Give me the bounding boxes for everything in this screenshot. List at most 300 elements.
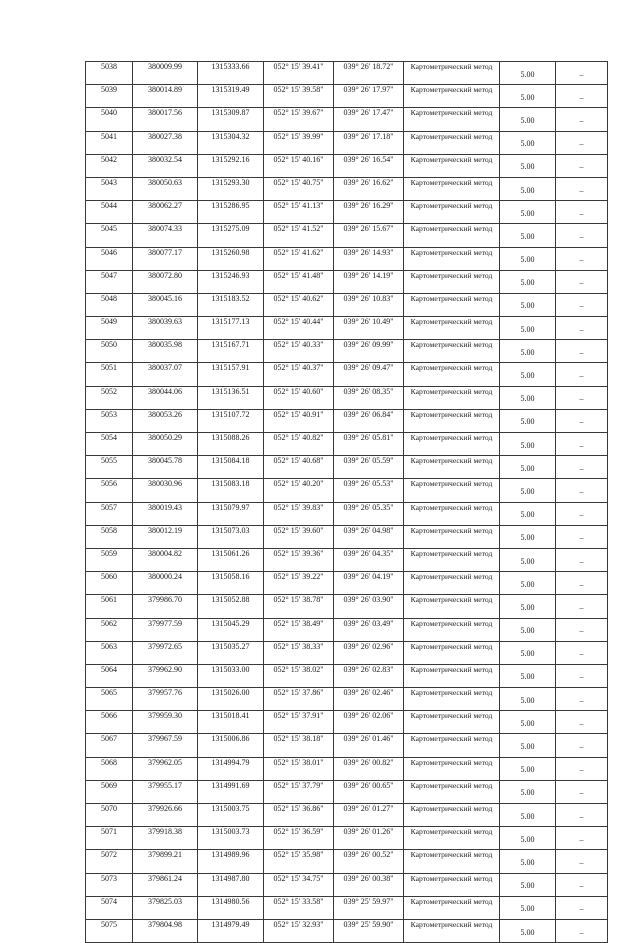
note-cell: – [556,572,608,595]
y-coordinate-cell: 1315260.98 [198,247,264,270]
method-cell: Картометрический метод [404,433,500,456]
latitude-cell: 052° 15' 38.02" [264,664,334,687]
method-cell: Картометрический метод [404,386,500,409]
method-cell: Картометрический метод [404,896,500,919]
accuracy-cell: 5.00 [500,827,556,850]
point-number-cell: 5053 [86,409,133,432]
y-coordinate-cell: 1315157.91 [198,363,264,386]
longitude-cell: 039° 26' 08.35" [334,386,404,409]
point-number-cell: 5072 [86,850,133,873]
latitude-cell: 052° 15' 40.75" [264,177,334,200]
accuracy-cell: 5.00 [500,525,556,548]
method-cell: Картометрический метод [404,572,500,595]
latitude-cell: 052° 15' 41.48" [264,270,334,293]
latitude-cell: 052° 15' 40.82" [264,433,334,456]
y-coordinate-cell: 1315018.41 [198,711,264,734]
point-number-cell: 5054 [86,433,133,456]
accuracy-cell: 5.00 [500,548,556,571]
table-row [86,293,608,316]
table-row [86,108,608,131]
accuracy-cell: 5.00 [500,340,556,363]
x-coordinate-cell: 380019.43 [133,502,198,525]
table-row [86,131,608,154]
latitude-cell: 052° 15' 40.91" [264,409,334,432]
point-number-cell: 5055 [86,456,133,479]
table-row [86,386,608,409]
table-row [86,525,608,548]
method-cell: Картометрический метод [404,62,500,85]
accuracy-cell: 5.00 [500,386,556,409]
x-coordinate-cell: 379977.59 [133,618,198,641]
method-cell: Картометрический метод [404,734,500,757]
note-cell: – [556,108,608,131]
accuracy-cell: 5.00 [500,409,556,432]
table-row [86,85,608,108]
method-cell: Картометрический метод [404,502,500,525]
point-number-cell: 5065 [86,688,133,711]
latitude-cell: 052° 15' 33.58" [264,896,334,919]
latitude-cell: 052° 15' 40.16" [264,154,334,177]
x-coordinate-cell: 379926.66 [133,804,198,827]
point-number-cell: 5043 [86,177,133,200]
note-cell: – [556,896,608,919]
method-cell: Картометрический метод [404,85,500,108]
note-cell: – [556,827,608,850]
x-coordinate-cell: 380009.99 [133,62,198,85]
longitude-cell: 039° 26' 01.26" [334,827,404,850]
table-row [86,688,608,711]
x-coordinate-cell: 380035.98 [133,340,198,363]
y-coordinate-cell: 1315292.16 [198,154,264,177]
longitude-cell: 039° 26' 02.96" [334,641,404,664]
latitude-cell: 052° 15' 37.91" [264,711,334,734]
longitude-cell: 039° 26' 04.19" [334,572,404,595]
table-row [86,363,608,386]
note-cell: – [556,62,608,85]
table-row [86,154,608,177]
point-number-cell: 5071 [86,827,133,850]
table-row [86,201,608,224]
latitude-cell: 052° 15' 36.59" [264,827,334,850]
point-number-cell: 5040 [86,108,133,131]
table-row [86,62,608,85]
note-cell: – [556,201,608,224]
longitude-cell: 039° 26' 03.90" [334,595,404,618]
table-row [86,572,608,595]
y-coordinate-cell: 1314991.69 [198,780,264,803]
note-cell: – [556,618,608,641]
x-coordinate-cell: 380045.78 [133,456,198,479]
point-number-cell: 5064 [86,664,133,687]
x-coordinate-cell: 380037.07 [133,363,198,386]
note-cell: – [556,409,608,432]
y-coordinate-cell: 1315167.71 [198,340,264,363]
table-body [86,62,608,943]
accuracy-cell: 5.00 [500,572,556,595]
x-coordinate-cell: 379967.59 [133,734,198,757]
method-cell: Картометрический метод [404,757,500,780]
latitude-cell: 052° 15' 39.67" [264,108,334,131]
x-coordinate-cell: 380039.63 [133,317,198,340]
y-coordinate-cell: 1314987.80 [198,873,264,896]
y-coordinate-cell: 1315052.88 [198,595,264,618]
y-coordinate-cell: 1315136.51 [198,386,264,409]
point-number-cell: 5042 [86,154,133,177]
longitude-cell: 039° 26' 04.98" [334,525,404,548]
longitude-cell: 039° 26' 10.49" [334,317,404,340]
note-cell: – [556,734,608,757]
accuracy-cell: 5.00 [500,154,556,177]
accuracy-cell: 5.00 [500,177,556,200]
table-row [86,919,608,942]
point-number-cell: 5060 [86,572,133,595]
y-coordinate-cell: 1315061.26 [198,548,264,571]
latitude-cell: 052° 15' 40.20" [264,479,334,502]
table-row [86,270,608,293]
accuracy-cell: 5.00 [500,641,556,664]
point-number-cell: 5048 [86,293,133,316]
point-number-cell: 5049 [86,317,133,340]
point-number-cell: 5039 [86,85,133,108]
accuracy-cell: 5.00 [500,270,556,293]
latitude-cell: 052° 15' 41.52" [264,224,334,247]
latitude-cell: 052° 15' 38.01" [264,757,334,780]
point-number-cell: 5052 [86,386,133,409]
latitude-cell: 052° 15' 39.83" [264,502,334,525]
y-coordinate-cell: 1315304.32 [198,131,264,154]
y-coordinate-cell: 1315026.00 [198,688,264,711]
y-coordinate-cell: 1315035.27 [198,641,264,664]
x-coordinate-cell: 380012.19 [133,525,198,548]
x-coordinate-cell: 380017.56 [133,108,198,131]
table-row [86,224,608,247]
y-coordinate-cell: 1315079.97 [198,502,264,525]
accuracy-cell: 5.00 [500,734,556,757]
method-cell: Картометрический метод [404,456,500,479]
y-coordinate-cell: 1315073.03 [198,525,264,548]
table-row [86,734,608,757]
x-coordinate-cell: 379962.05 [133,757,198,780]
point-number-cell: 5073 [86,873,133,896]
x-coordinate-cell: 380062.27 [133,201,198,224]
y-coordinate-cell: 1315003.75 [198,804,264,827]
longitude-cell: 039° 26' 02.83" [334,664,404,687]
note-cell: – [556,85,608,108]
note-cell: – [556,154,608,177]
note-cell: – [556,224,608,247]
table-row [86,502,608,525]
y-coordinate-cell: 1315293.30 [198,177,264,200]
note-cell: – [556,456,608,479]
y-coordinate-cell: 1315083.18 [198,479,264,502]
method-cell: Картометрический метод [404,827,500,850]
point-number-cell: 5041 [86,131,133,154]
note-cell: – [556,317,608,340]
latitude-cell: 052° 15' 38.49" [264,618,334,641]
point-number-cell: 5046 [86,247,133,270]
x-coordinate-cell: 379804.98 [133,919,198,942]
table-row [86,780,608,803]
y-coordinate-cell: 1315246.93 [198,270,264,293]
note-cell: – [556,641,608,664]
y-coordinate-cell: 1315058.16 [198,572,264,595]
note-cell: – [556,502,608,525]
method-cell: Картометрический метод [404,664,500,687]
accuracy-cell: 5.00 [500,85,556,108]
point-number-cell: 5045 [86,224,133,247]
latitude-cell: 052° 15' 41.13" [264,201,334,224]
method-cell: Картометрический метод [404,873,500,896]
longitude-cell: 039° 26' 05.59" [334,456,404,479]
latitude-cell: 052° 15' 39.60" [264,525,334,548]
point-number-cell: 5059 [86,548,133,571]
method-cell: Картометрический метод [404,618,500,641]
table-row [86,618,608,641]
x-coordinate-cell: 379918.38 [133,827,198,850]
method-cell: Картометрический метод [404,154,500,177]
table-row [86,873,608,896]
x-coordinate-cell: 379861.24 [133,873,198,896]
y-coordinate-cell: 1314980.56 [198,896,264,919]
latitude-cell: 052° 15' 38.18" [264,734,334,757]
x-coordinate-cell: 380050.29 [133,433,198,456]
longitude-cell: 039° 26' 18.72" [334,62,404,85]
latitude-cell: 052° 15' 40.62" [264,293,334,316]
point-number-cell: 5062 [86,618,133,641]
note-cell: – [556,873,608,896]
table-row [86,757,608,780]
longitude-cell: 039° 26' 16.54" [334,154,404,177]
longitude-cell: 039° 26' 02.46" [334,688,404,711]
method-cell: Картометрический метод [404,548,500,571]
method-cell: Картометрический метод [404,525,500,548]
method-cell: Картометрический метод [404,177,500,200]
accuracy-cell: 5.00 [500,363,556,386]
method-cell: Картометрический метод [404,595,500,618]
x-coordinate-cell: 380030.96 [133,479,198,502]
x-coordinate-cell: 379825.03 [133,896,198,919]
point-number-cell: 5057 [86,502,133,525]
point-number-cell: 5051 [86,363,133,386]
table-row [86,456,608,479]
accuracy-cell: 5.00 [500,873,556,896]
method-cell: Картометрический метод [404,340,500,363]
latitude-cell: 052° 15' 39.58" [264,85,334,108]
accuracy-cell: 5.00 [500,688,556,711]
latitude-cell: 052° 15' 34.75" [264,873,334,896]
method-cell: Картометрический метод [404,641,500,664]
latitude-cell: 052° 15' 39.36" [264,548,334,571]
point-number-cell: 5067 [86,734,133,757]
coordinates-table [85,61,608,943]
table-row [86,896,608,919]
longitude-cell: 039° 26' 04.35" [334,548,404,571]
point-number-cell: 5063 [86,641,133,664]
table-row [86,409,608,432]
x-coordinate-cell: 379959.30 [133,711,198,734]
accuracy-cell: 5.00 [500,479,556,502]
longitude-cell: 039° 26' 10.83" [334,293,404,316]
method-cell: Картометрический метод [404,804,500,827]
longitude-cell: 039° 26' 00.38" [334,873,404,896]
x-coordinate-cell: 380050.63 [133,177,198,200]
latitude-cell: 052° 15' 37.79" [264,780,334,803]
x-coordinate-cell: 380032.54 [133,154,198,177]
table-row [86,711,608,734]
y-coordinate-cell: 1315045.29 [198,618,264,641]
x-coordinate-cell: 380053.26 [133,409,198,432]
note-cell: – [556,293,608,316]
latitude-cell: 052° 15' 40.68" [264,456,334,479]
note-cell: – [556,386,608,409]
note-cell: – [556,340,608,363]
point-number-cell: 5075 [86,919,133,942]
latitude-cell: 052° 15' 38.33" [264,641,334,664]
x-coordinate-cell: 379962.90 [133,664,198,687]
latitude-cell: 052° 15' 41.62" [264,247,334,270]
point-number-cell: 5038 [86,62,133,85]
method-cell: Картометрический метод [404,108,500,131]
accuracy-cell: 5.00 [500,595,556,618]
point-number-cell: 5058 [86,525,133,548]
point-number-cell: 5061 [86,595,133,618]
point-number-cell: 5074 [86,896,133,919]
latitude-cell: 052° 15' 39.99" [264,131,334,154]
accuracy-cell: 5.00 [500,108,556,131]
latitude-cell: 052° 15' 39.41" [264,62,334,85]
longitude-cell: 039° 26' 05.35" [334,502,404,525]
method-cell: Картометрический метод [404,711,500,734]
x-coordinate-cell: 380077.17 [133,247,198,270]
method-cell: Картометрический метод [404,247,500,270]
method-cell: Картометрический метод [404,224,500,247]
longitude-cell: 039° 26' 16.29" [334,201,404,224]
x-coordinate-cell: 380074.33 [133,224,198,247]
method-cell: Картометрический метод [404,919,500,942]
longitude-cell: 039° 25' 59.90" [334,919,404,942]
accuracy-cell: 5.00 [500,757,556,780]
x-coordinate-cell: 379899.21 [133,850,198,873]
latitude-cell: 052° 15' 36.86" [264,804,334,827]
table-row [86,641,608,664]
accuracy-cell: 5.00 [500,896,556,919]
longitude-cell: 039° 26' 00.82" [334,757,404,780]
point-number-cell: 5069 [86,780,133,803]
x-coordinate-cell: 380000.24 [133,572,198,595]
accuracy-cell: 5.00 [500,919,556,942]
method-cell: Картометрический метод [404,270,500,293]
accuracy-cell: 5.00 [500,131,556,154]
x-coordinate-cell: 379972.65 [133,641,198,664]
longitude-cell: 039° 26' 14.19" [334,270,404,293]
note-cell: – [556,850,608,873]
longitude-cell: 039° 26' 06.84" [334,409,404,432]
accuracy-cell: 5.00 [500,850,556,873]
x-coordinate-cell: 379955.17 [133,780,198,803]
y-coordinate-cell: 1315084.18 [198,456,264,479]
latitude-cell: 052° 15' 40.33" [264,340,334,363]
accuracy-cell: 5.00 [500,618,556,641]
accuracy-cell: 5.00 [500,317,556,340]
y-coordinate-cell: 1314979.49 [198,919,264,942]
accuracy-cell: 5.00 [500,502,556,525]
y-coordinate-cell: 1315088.26 [198,433,264,456]
method-cell: Картометрический метод [404,850,500,873]
method-cell: Картометрический метод [404,131,500,154]
accuracy-cell: 5.00 [500,224,556,247]
longitude-cell: 039° 26' 17.47" [334,108,404,131]
table-row [86,664,608,687]
y-coordinate-cell: 1315177.13 [198,317,264,340]
accuracy-cell: 5.00 [500,247,556,270]
note-cell: – [556,595,608,618]
table-row [86,827,608,850]
y-coordinate-cell: 1314994.79 [198,757,264,780]
table-row [86,479,608,502]
longitude-cell: 039° 26' 14.93" [334,247,404,270]
note-cell: – [556,177,608,200]
note-cell: – [556,247,608,270]
longitude-cell: 039° 26' 17.97" [334,85,404,108]
y-coordinate-cell: 1315107.72 [198,409,264,432]
x-coordinate-cell: 380014.89 [133,85,198,108]
latitude-cell: 052° 15' 38.78" [264,595,334,618]
accuracy-cell: 5.00 [500,433,556,456]
longitude-cell: 039° 26' 05.81" [334,433,404,456]
y-coordinate-cell: 1315183.52 [198,293,264,316]
x-coordinate-cell: 380044.06 [133,386,198,409]
y-coordinate-cell: 1315319.49 [198,85,264,108]
accuracy-cell: 5.00 [500,456,556,479]
method-cell: Картометрический метод [404,317,500,340]
note-cell: – [556,270,608,293]
longitude-cell: 039° 26' 16.62" [334,177,404,200]
method-cell: Картометрический метод [404,409,500,432]
y-coordinate-cell: 1315006.86 [198,734,264,757]
note-cell: – [556,664,608,687]
x-coordinate-cell: 379986.70 [133,595,198,618]
note-cell: – [556,363,608,386]
longitude-cell: 039° 26' 17.18" [334,131,404,154]
table-row [86,247,608,270]
latitude-cell: 052° 15' 37.86" [264,688,334,711]
latitude-cell: 052° 15' 39.22" [264,572,334,595]
method-cell: Картометрический метод [404,780,500,803]
longitude-cell: 039° 26' 15.67" [334,224,404,247]
note-cell: – [556,757,608,780]
table-row [86,433,608,456]
x-coordinate-cell: 380045.16 [133,293,198,316]
method-cell: Картометрический метод [404,201,500,224]
point-number-cell: 5070 [86,804,133,827]
longitude-cell: 039° 26' 00.65" [334,780,404,803]
note-cell: – [556,804,608,827]
note-cell: – [556,711,608,734]
x-coordinate-cell: 379957.76 [133,688,198,711]
latitude-cell: 052° 15' 35.98" [264,850,334,873]
point-number-cell: 5050 [86,340,133,363]
longitude-cell: 039° 26' 01.46" [334,734,404,757]
method-cell: Картометрический метод [404,363,500,386]
table-row [86,317,608,340]
note-cell: – [556,479,608,502]
accuracy-cell: 5.00 [500,201,556,224]
y-coordinate-cell: 1315286.95 [198,201,264,224]
longitude-cell: 039° 26' 03.49" [334,618,404,641]
table-row [86,548,608,571]
y-coordinate-cell: 1315033.00 [198,664,264,687]
point-number-cell: 5044 [86,201,133,224]
